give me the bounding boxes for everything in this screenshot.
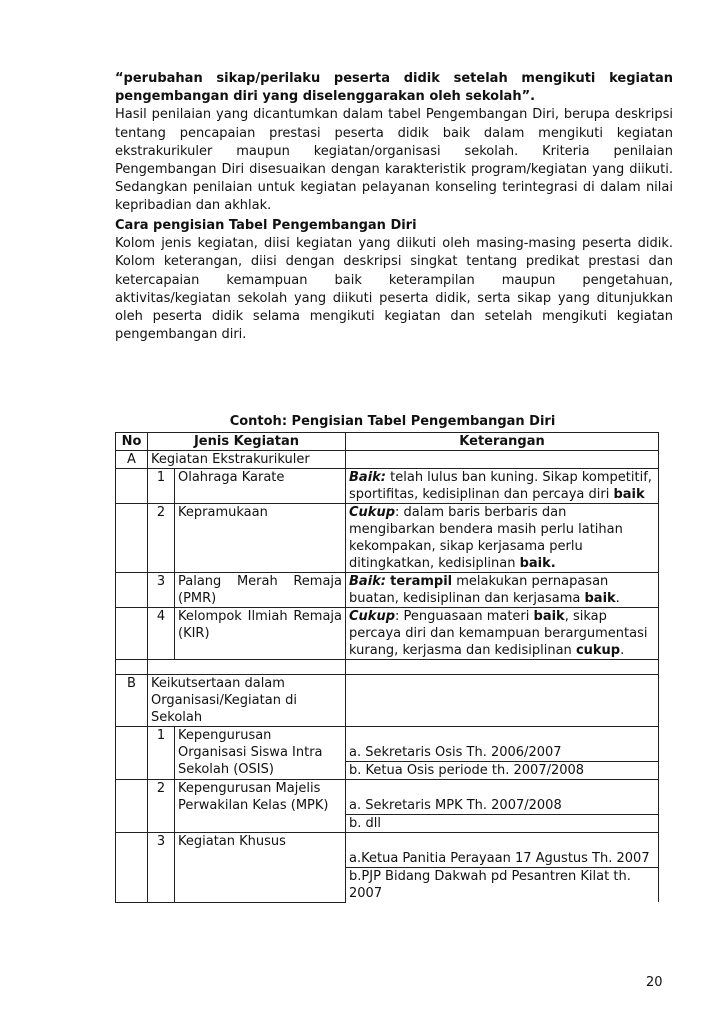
howto-block xyxy=(115,217,673,344)
row-number: 1 xyxy=(148,469,175,504)
table-row xyxy=(116,504,659,573)
page-number: 20 xyxy=(646,975,663,990)
table-header-row xyxy=(116,433,659,451)
intro-block xyxy=(115,70,673,216)
row-activity: Kepengurusan Majelis Perwakilan Kelas (MPK) xyxy=(175,780,346,833)
body-line: kepribadian dan akhlak. xyxy=(115,198,272,214)
body-line: Pengembangan Diri disesuaikan dengan karakteristik program/kegiatan yang diikuti. xyxy=(115,162,673,178)
body-line: ekstrakurikuler maupun kegiatan/organisasi sekolah. Kriteria penilaian xyxy=(115,143,673,159)
table-row xyxy=(116,608,659,660)
quote-line-2: pengembangan diri yang diselenggarakan oleh sekolah”. xyxy=(115,89,536,105)
row-description: Baik: terampil melakukan pernapasan buatan, kedisiplinan dan kerjasama baik. xyxy=(346,573,659,608)
row-activity: Kelompok Ilmiah Remaja (KIR) xyxy=(175,608,346,660)
row-number: 3 xyxy=(148,573,175,608)
body-line: Kolom jenis kegiatan, diisi kegiatan yang diikuti oleh masing-masing peserta didik. xyxy=(115,236,673,252)
row-description: Cukup: Penguasaan materi baik, sikap percaya diri dan kemampuan berargumentasi kurang, kerjasma dan kedisiplinan cukup. xyxy=(346,608,659,660)
body-line: pengembangan diri. xyxy=(115,327,247,343)
col-header-keterangan: Keterangan xyxy=(346,433,659,451)
table-row xyxy=(116,469,659,504)
col-header-no: No xyxy=(116,433,148,451)
table-row xyxy=(116,780,659,815)
row-activity: Kegiatan Khusus xyxy=(175,833,346,903)
table-title: Contoh: Pengisian Tabel Pengembangan Diri xyxy=(229,414,556,429)
row-description: Baik: telah lulus ban kuning. Sikap kompetitif, sportifitas, kedisiplinan dan percaya diri baik xyxy=(346,469,659,504)
row-number: 2 xyxy=(148,504,175,573)
col-header-jenis: Jenis Kegiatan xyxy=(148,433,346,451)
row-description: Cukup: dalam baris berbaris dan mengibarkan bendera masih perlu latihan kekompakan, sikap kerjasama perlu ditingkatkan, kedisiplinan baik. xyxy=(346,504,659,573)
body-line: Hasil penilaian yang dicantumkan dalam tabel Pengembangan Diri, berupa deskripsi xyxy=(115,107,673,123)
quote-line-1: “perubahan sikap/perilaku peserta didik setelah mengikuti kegiatan xyxy=(115,71,673,86)
table-row xyxy=(116,675,659,727)
row-number: 3 xyxy=(148,833,175,903)
row-description: b. dll xyxy=(346,815,659,833)
row-description: b.PJP Bidang Dakwah pd Pesantren Kilat th. 2007 xyxy=(346,868,659,903)
body-line: Sedangkan penilaian untuk kegiatan pelayanan konseling terintegrasi di dalam nilai xyxy=(115,180,673,196)
row-description: a. Sekretaris Osis Th. 2006/2007 xyxy=(346,727,659,762)
table-row xyxy=(116,573,659,608)
development-table xyxy=(115,432,659,903)
table-row xyxy=(116,451,659,469)
row-activity: Kepengurusan Organisasi Siswa Intra Sekolah (OSIS) xyxy=(175,727,346,780)
section-letter: B xyxy=(116,675,148,727)
body-line: oleh peserta didik selama mengikuti kegiatan dan setelah mengikuti kegiatan xyxy=(115,309,673,325)
row-number: 1 xyxy=(148,727,175,780)
body-line: ketercapaian kemampuan baik keterampilan maupun pengetahuan, xyxy=(115,272,673,288)
row-description: a. Sekretaris MPK Th. 2007/2008 xyxy=(346,780,659,815)
section-title: Kegiatan Ekstrakurikuler xyxy=(148,451,346,469)
body-line: Kolom keterangan, diisi dengan deskripsi singkat tentang predikat prestasi dan xyxy=(115,254,673,270)
row-number: 4 xyxy=(148,608,175,660)
body-line: tentang pencapaian prestasi peserta didik baik dalam mengikuti kegiatan xyxy=(115,125,673,141)
row-number: 2 xyxy=(148,780,175,833)
row-activity: Olahraga Karate xyxy=(175,469,346,504)
row-description: a.Ketua Panitia Perayaan 17 Agustus Th. 2007 xyxy=(346,833,659,868)
table-row xyxy=(116,833,659,868)
section-title: Keikutsertaan dalam Organisasi/Kegiatan di Sekolah xyxy=(148,675,346,727)
section-letter: A xyxy=(116,451,148,469)
row-activity: Kepramukaan xyxy=(175,504,346,573)
row-activity: Palang Merah Remaja (PMR) xyxy=(175,573,346,608)
body-line: aktivitas/kegiatan sekolah yang diikuti peserta didik, serta sikap yang ditunjukkan xyxy=(115,290,673,306)
table-row xyxy=(116,727,659,762)
row-description: b. Ketua Osis periode th. 2007/2008 xyxy=(346,762,659,780)
section-heading: Cara pengisian Tabel Pengembangan Diri xyxy=(115,218,417,233)
